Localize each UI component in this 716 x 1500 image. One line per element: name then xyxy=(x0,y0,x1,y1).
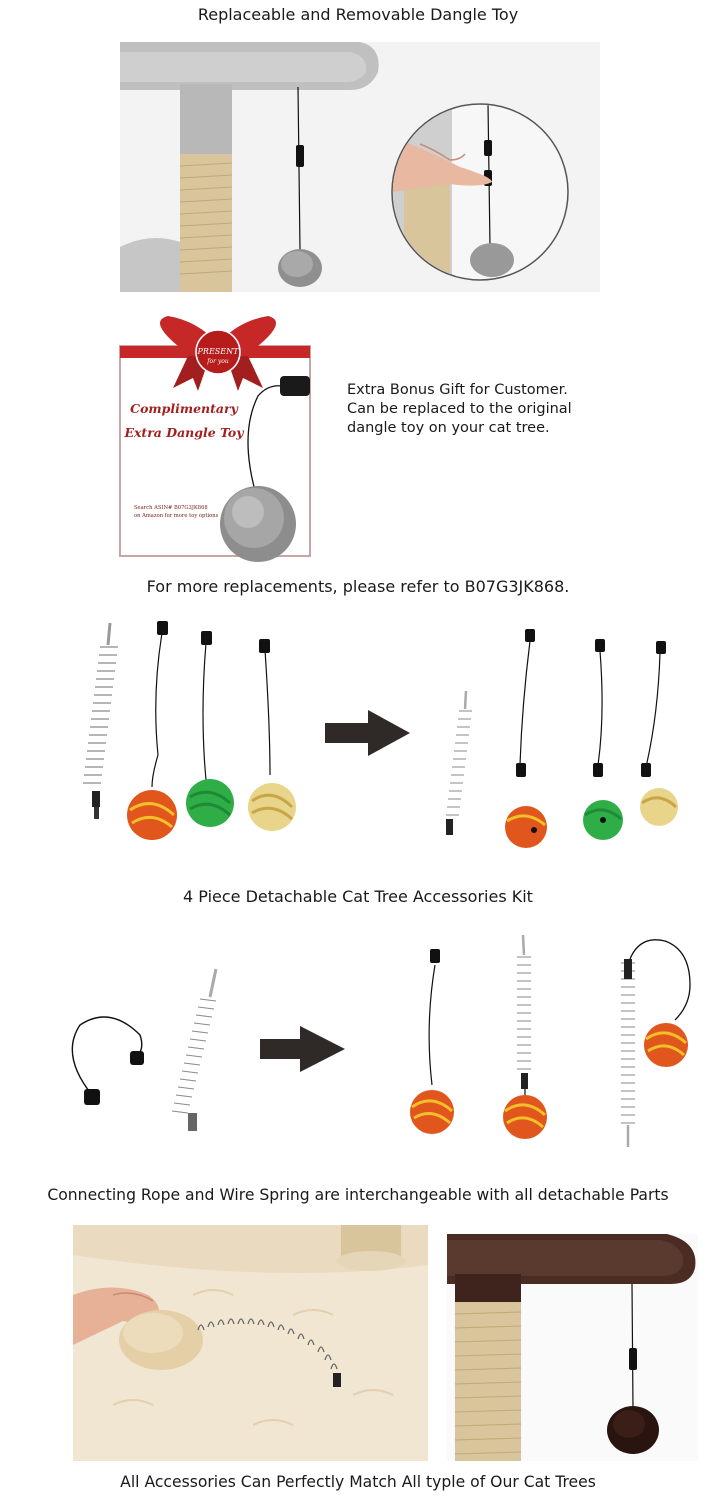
photo-grey-cat-tree xyxy=(120,42,600,292)
card-small-line1: Search ASIN# B07G3JK868 xyxy=(134,505,208,511)
arrow-right-icon xyxy=(325,710,410,756)
caption-more-replacements: For more replacements, please refer to B07G3JK868. xyxy=(146,577,570,596)
bonus-line-3: dangle toy on your cat tree. xyxy=(347,420,550,436)
arrow-right-icon-2 xyxy=(260,1026,345,1072)
photo-beige-plush-with-spring-toy xyxy=(73,1225,428,1461)
card-small-line2: on Amazon for more toy options xyxy=(134,513,219,519)
card-title-line2: Extra Dangle Toy xyxy=(124,425,244,440)
bonus-description xyxy=(347,381,647,438)
caption-connecting: Connecting Rope and Wire Spring are interchangeable with all detachable Parts xyxy=(47,1186,669,1204)
caption-top: Replaceable and Removable Dangle Toy xyxy=(197,5,519,24)
connecting-parts-illustration xyxy=(60,925,700,1160)
bonus-line-1: Extra Bonus Gift for Customer. xyxy=(347,382,568,398)
accessories-kit-illustration xyxy=(60,615,700,855)
ribbon-text-for-you: for you xyxy=(207,358,229,365)
card-title-line1: Complimentary xyxy=(130,401,238,416)
bonus-line-2: Can be replaced to the original xyxy=(347,401,572,417)
caption-match: All Accessories Can Perfectly Match All typle of Our Cat Trees xyxy=(120,1473,596,1491)
photo-brown-cat-tree xyxy=(447,1234,698,1461)
ribbon-text-present: PRESENT xyxy=(197,347,239,356)
bonus-gift-card xyxy=(118,316,326,566)
caption-kit: 4 Piece Detachable Cat Tree Accessories Kit xyxy=(183,887,533,906)
